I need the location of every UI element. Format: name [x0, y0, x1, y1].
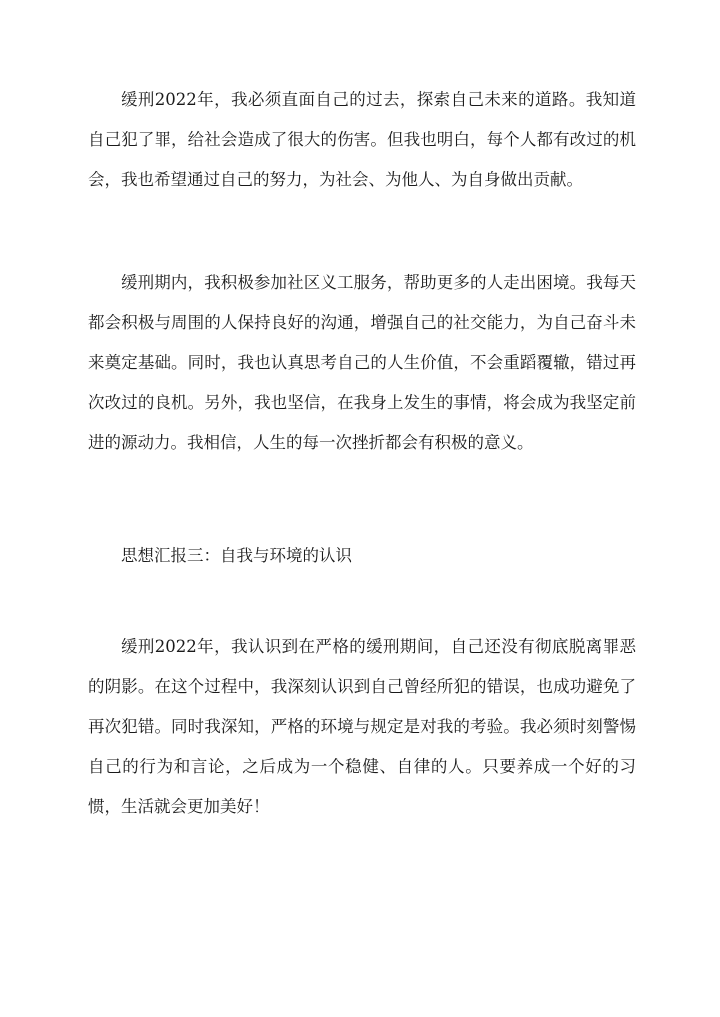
paragraph-2: 缓刑期内，我积极参加社区义工服务，帮助更多的人走出困境。我每天都会积极与周围的人保持良好的沟通，增强自己的社交能力，为自己奋斗未来奠定基础。同时，我也认真思考自己的人生价值，不会重蹈覆辙，错过再次改过的良机。另外，我也坚信，在我身上发生的事情，将会成为我坚定前进的源动力。我相信，人生的每一次挫折都会有积极的意义。: [88, 273, 636, 452]
paragraph-1: 缓刑2022年，我必须直面自己的过去，探索自己未来的道路。我知道自己犯了罪，给社会造成了很大的伤害。但我也明白，每个人都有改过的机会，我也希望通过自己的努力，为社会、为他人、为自身做出贡献。: [88, 90, 636, 189]
paragraph-3: 缓刑2022年，我认识到在严格的缓刑期间，自己还没有彻底脱离罪恶的阴影。在这个过程中，我深刻认识到自己曾经所犯的错误，也成功避免了再次犯错。同时我深知，严格的环境与规定是对我的考验。我必须时刻警惕自己的行为和言论，之后成为一个稳健、自律的人。只要养成一个好的习惯，生活就会更加美好！: [88, 637, 636, 816]
section-heading: 思想汇报三：自我与环境的认识: [121, 546, 352, 565]
